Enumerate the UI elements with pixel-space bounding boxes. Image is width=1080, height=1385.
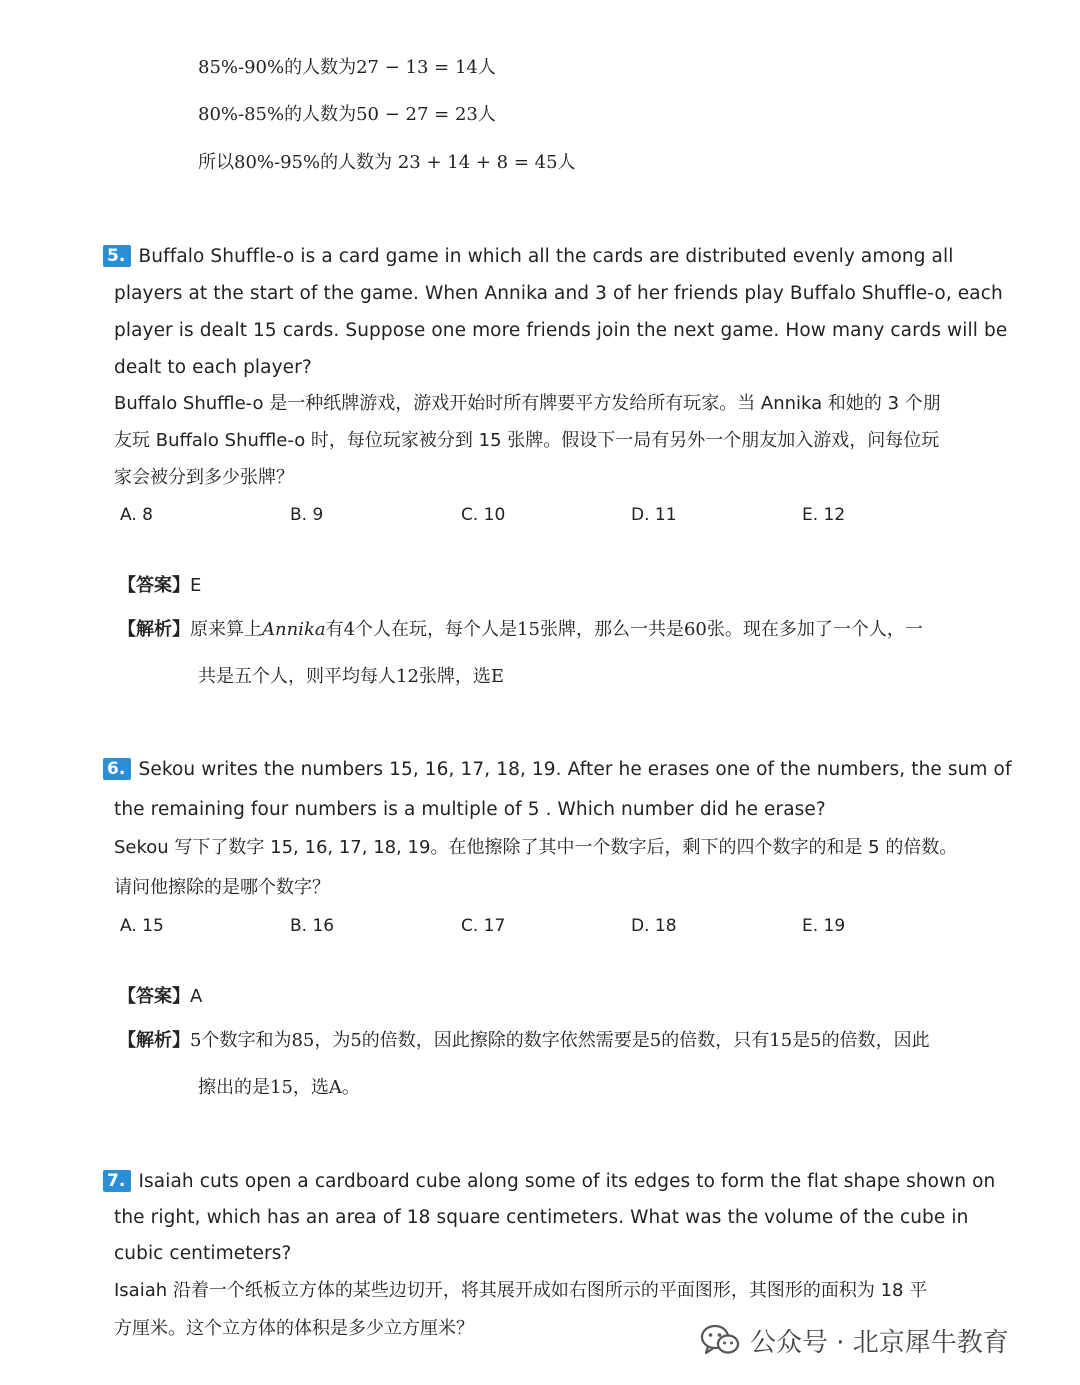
q6-answer-label: 【答案】 <box>118 986 190 1007</box>
q6-cn-1: Sekou 写下了数字 15, 16, 17, 18, 19。在他擦除了其中一个数字后，剩下的四个数字的和是 5 的倍数。 <box>114 837 958 858</box>
q5-number-badge: 5. <box>103 245 131 267</box>
q6-en-1: Sekou writes the numbers 15, 16, 17, 18, 19. After he erases one of the numbers, the sum of <box>138 759 1012 780</box>
watermark <box>700 1320 1009 1360</box>
q6-number-badge: 6. <box>103 758 131 780</box>
q5-choice-a: A. 8 <box>120 505 153 525</box>
q5-answer-value: E <box>190 575 202 596</box>
q5-text-line-1 <box>103 245 953 269</box>
wechat-icon <box>700 1323 740 1357</box>
q5-analysis-line-1 <box>118 618 923 642</box>
q5-en-4: dealt to each player? <box>114 357 312 378</box>
q7-en-2: the right, which has an area of 18 square centimeters. What was the volume of the cube in <box>114 1207 969 1228</box>
q5-analysis-1a: 原来算上 <box>190 619 262 640</box>
q6-choice-b: B. 16 <box>290 916 335 936</box>
q6-choice-d: D. 18 <box>631 916 677 936</box>
q5-analysis-1c: 有4个人在玩，每个人是15张牌，那么一共是60张。现在多加了一个人，一 <box>325 619 923 640</box>
q5-analysis-1b: Annika <box>262 619 326 640</box>
q5-cn-2: 友玩 Buffalo Shuffle-o 时，每位玩家被分到 15 张牌。假设下一局有另外一个朋友加入游戏，问每位玩 <box>114 430 940 451</box>
q6-text-line-1 <box>103 758 1012 782</box>
q6-answer <box>118 985 202 1009</box>
q5-en-3: player is dealt 15 cards. Suppose one more friends join the next game. How many cards will be <box>114 320 1008 341</box>
q7-en-3: cubic centimeters? <box>114 1243 292 1264</box>
q5-en-2: players at the start of the game. When Annika and 3 of her friends play Buffalo Shuffle-o, each <box>114 283 1003 304</box>
calc-line-2: 80%-85%的人数为50 − 27 = 23人 <box>198 104 496 125</box>
q7-en-1: Isaiah cuts open a cardboard cube along some of its edges to form the flat shape shown on <box>138 1171 996 1192</box>
q6-choice-a: A. 15 <box>120 916 164 936</box>
q7-cn-1: Isaiah 沿着一个纸板立方体的某些边切开，将其展开成如右图所示的平面图形，其图形的面积为 18 平 <box>114 1280 928 1301</box>
q5-cn-1: Buffalo Shuffle-o 是一种纸牌游戏，游戏开始时所有牌要平方发给所有玩家。当 Annika 和她的 3 个朋 <box>114 393 941 414</box>
q6-cn-2: 请问他擦除的是哪个数字？ <box>114 877 330 898</box>
q6-analysis-line-2: 擦出的是15，选A。 <box>198 1077 360 1098</box>
q6-choice-e: E. 19 <box>802 916 846 936</box>
q6-analysis-1: 5个数字和为85，为5的倍数，因此擦除的数字依然需要是5的倍数，只有15是5的倍数，因此 <box>190 1030 930 1051</box>
q5-choice-e: E. 12 <box>802 505 846 525</box>
watermark-text: 公众号 · 北京犀牛教育 <box>750 1327 1009 1358</box>
q5-choice-b: B. 9 <box>290 505 324 525</box>
calc-line-3: 所以80%-95%的人数为 23 + 14 + 8 = 45人 <box>198 152 576 173</box>
q6-answer-value: A <box>190 986 203 1007</box>
q5-analysis-label: 【解析】 <box>118 619 190 640</box>
q5-cn-3: 家会被分到多少张牌？ <box>114 467 294 488</box>
q5-choice-c: C. 10 <box>461 505 506 525</box>
q7-number-badge: 7. <box>103 1170 131 1192</box>
q7-cn-2: 方厘米。这个立方体的体积是多少立方厘米？ <box>114 1318 474 1339</box>
q5-answer-label: 【答案】 <box>118 575 190 596</box>
q5-en-1: Buffalo Shuffle-o is a card game in which all the cards are distributed evenly among all <box>138 246 954 267</box>
q5-choice-d: D. 11 <box>631 505 677 525</box>
calc-line-1: 85%-90%的人数为27 − 13 = 14人 <box>198 57 496 78</box>
q6-analysis-line-1 <box>118 1029 930 1053</box>
q5-answer <box>118 574 201 598</box>
q6-analysis-label: 【解析】 <box>118 1030 190 1051</box>
q6-choice-c: C. 17 <box>461 916 506 936</box>
q6-en-2: the remaining four numbers is a multiple of 5 . Which number did he erase? <box>114 799 826 820</box>
q7-text-line-1 <box>103 1170 995 1194</box>
q5-analysis-line-2: 共是五个人，则平均每人12张牌，选E <box>198 666 505 687</box>
